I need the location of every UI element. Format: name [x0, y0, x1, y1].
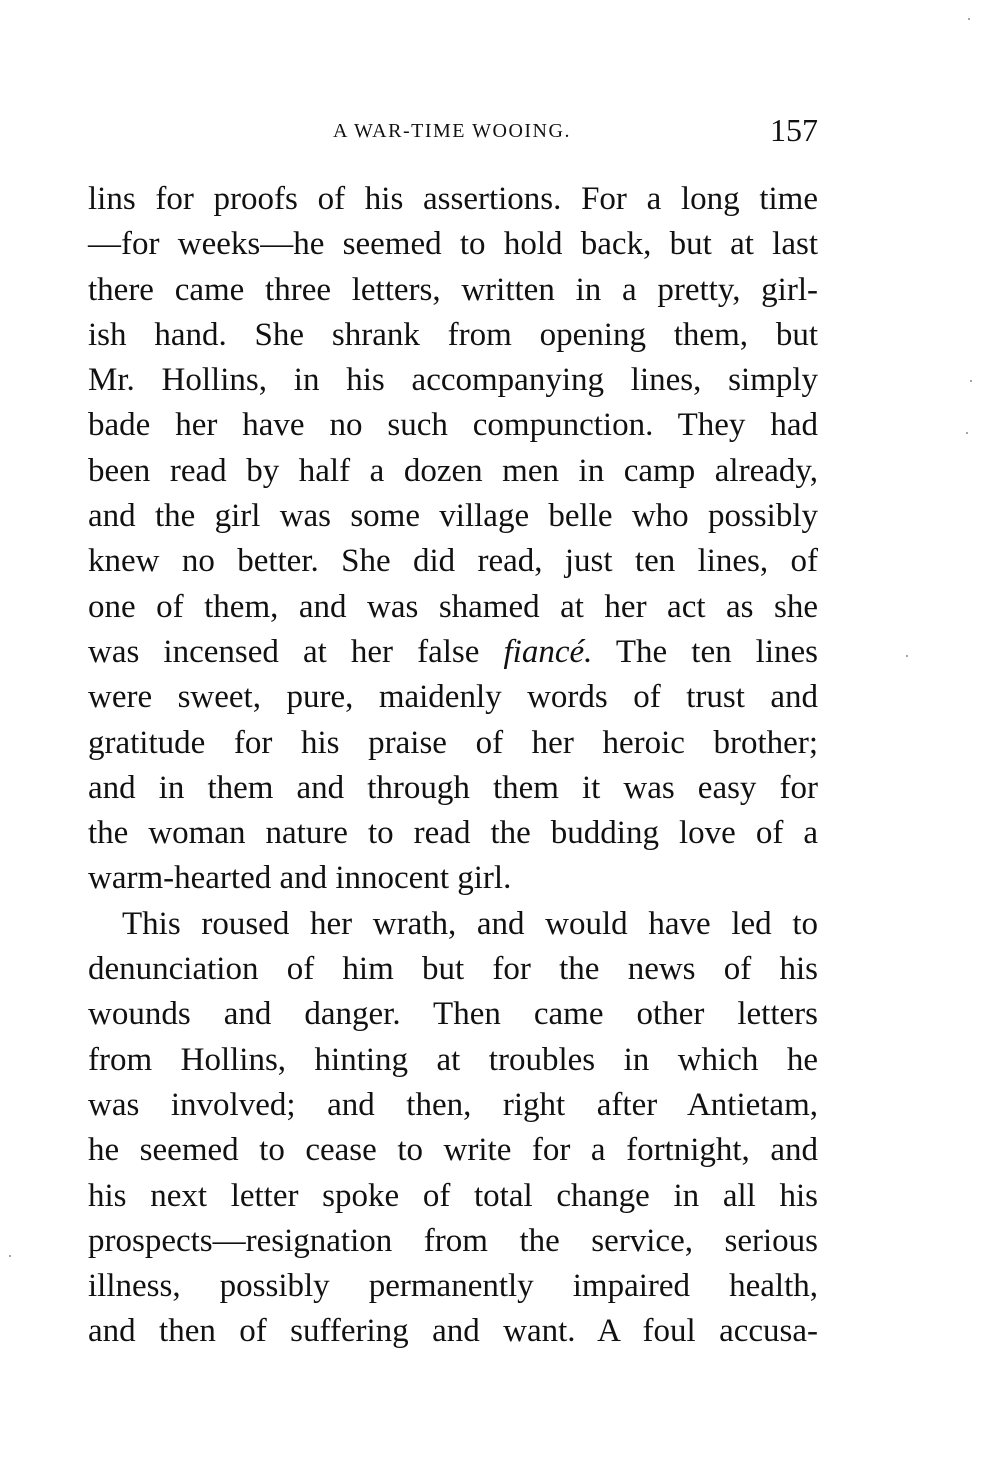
page-number: 157: [770, 112, 818, 148]
text-line: denunciation of him but for the news of his: [88, 951, 818, 988]
print-speck: [906, 655, 908, 657]
text-line: prospects—resignation from the service, serious: [88, 1222, 818, 1259]
text-line: Mr. Hollins, in his accompanying lines, simply: [88, 362, 818, 399]
running-title: A WAR-TIME WOOING.: [333, 120, 571, 142]
text-line: the woman nature to read the budding love of a: [88, 815, 818, 852]
text-line-mixed: [88, 630, 818, 675]
text-line: been read by half a dozen men in camp already,: [88, 452, 818, 489]
print-speck: [968, 18, 970, 20]
text-line: there came three letters, written in a pretty, girl-: [88, 271, 818, 308]
text-line: one of them, and was shamed at her act as she: [88, 588, 818, 625]
print-speck: [9, 1255, 11, 1257]
text-line: wounds and danger. Then came other letters: [88, 996, 818, 1033]
body-text: [88, 177, 818, 1355]
text-line: —for weeks—he seemed to hold back, but at last: [88, 226, 818, 263]
text-line: from Hollins, hinting at troubles in which he: [88, 1041, 818, 1078]
text-line: gratitude for his praise of her heroic brother;: [88, 724, 818, 761]
text-line: lins for proofs of his assertions. For a long time: [88, 181, 818, 217]
text-line: were sweet, pure, maidenly words of trust and: [88, 679, 818, 716]
text-segment: was incensed at her false: [88, 633, 480, 670]
text-line: This roused her wrath, and would have led to: [122, 905, 818, 942]
text-line: warm-hearted and innocent girl.: [88, 860, 512, 897]
running-head: [86, 112, 818, 152]
text-line: and in them and through them it was easy for: [88, 769, 818, 806]
text-segment: The ten lines: [615, 633, 819, 670]
text-line: and then of suffering and want. A foul accusa-: [88, 1313, 818, 1350]
print-speck: [966, 432, 968, 434]
print-speck: [970, 380, 972, 382]
text-line: and the girl was some village belle who possibly: [88, 498, 818, 535]
text-line: was involved; and then, right after Antietam,: [88, 1086, 818, 1123]
text-line: knew no better. She did read, just ten lines, of: [88, 543, 818, 580]
text-line: he seemed to cease to write for a fortnight, and: [88, 1132, 818, 1169]
text-line: his next letter spoke of total change in all his: [88, 1177, 818, 1214]
text-line: bade her have no such compunction. They had: [88, 407, 818, 444]
text-line: ish hand. She shrank from opening them, but: [88, 316, 818, 353]
italic-word: fiancé.: [503, 633, 593, 670]
text-line: illness, possibly permanently impaired health,: [88, 1268, 818, 1305]
